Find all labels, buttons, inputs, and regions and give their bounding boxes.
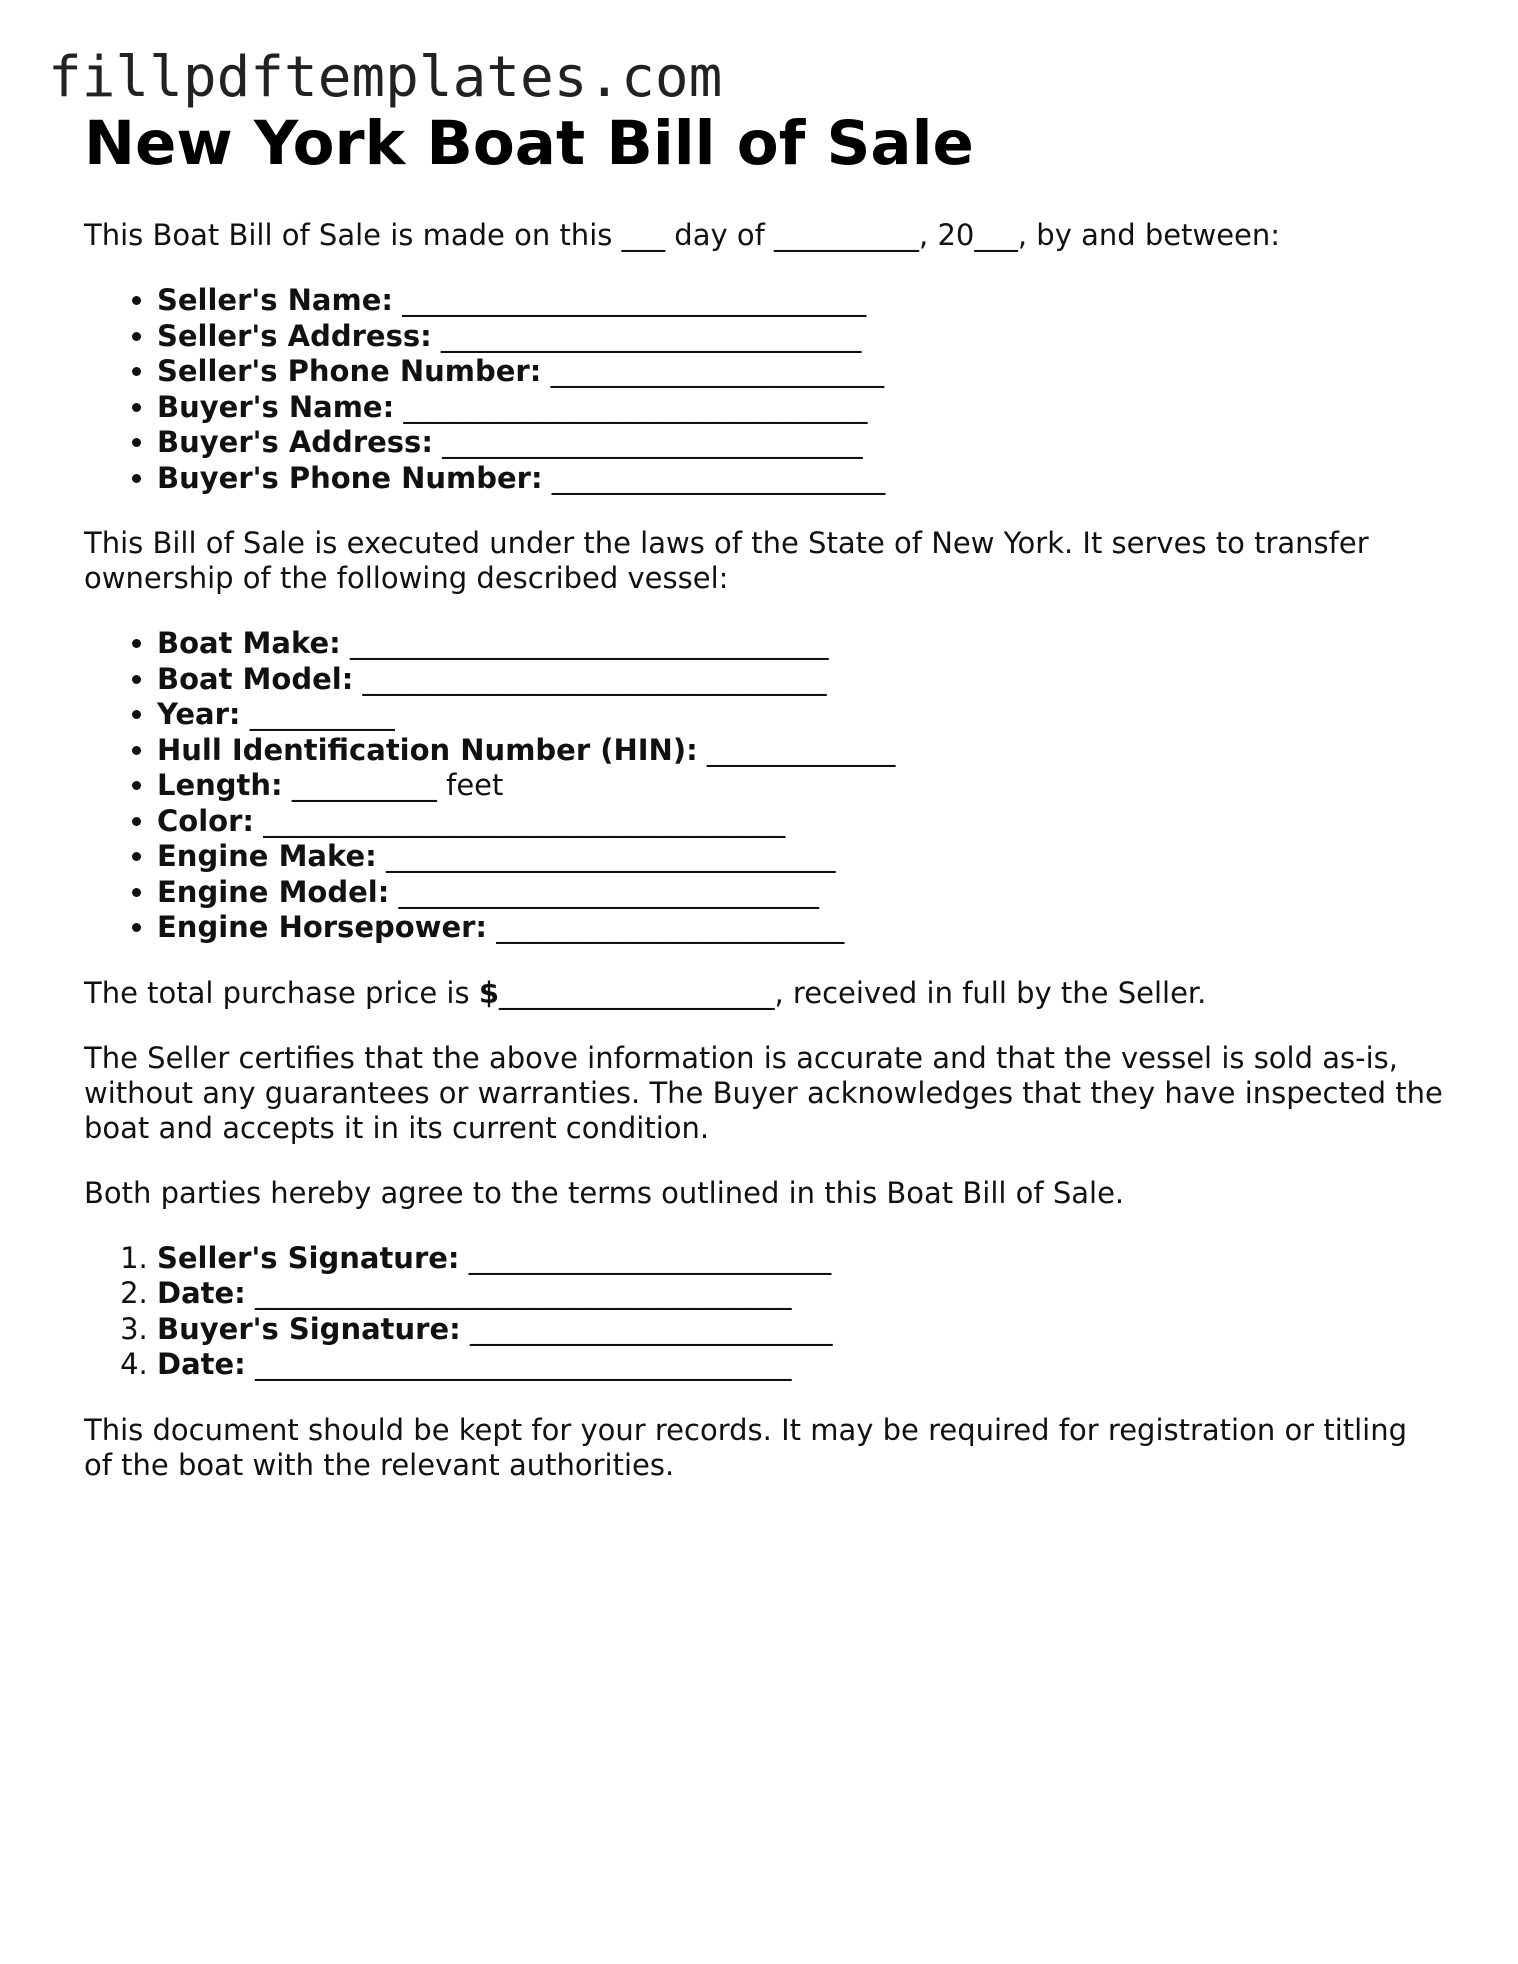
field-label: Seller's Phone Number:	[157, 354, 542, 388]
field-label: Date:	[157, 1276, 246, 1310]
list-item	[157, 354, 1444, 390]
list-item	[157, 390, 1444, 426]
vessel-list	[84, 626, 1444, 946]
field-blank: _____________________________________	[255, 1347, 792, 1381]
list-item	[157, 319, 1444, 355]
price-blank: ___________________	[499, 975, 775, 1010]
field-label: Buyer's Phone Number:	[157, 460, 543, 495]
field-label: Seller's Name:	[157, 283, 393, 317]
field-blank: _____________________________	[398, 874, 820, 909]
field-label: Length:	[157, 768, 283, 802]
price-paragraph	[84, 976, 1444, 1011]
price-text-after: , received in full by the Seller.	[774, 975, 1207, 1010]
field-blank: _____________________________________	[255, 1276, 792, 1310]
agree-paragraph: Both parties hereby agree to the terms outlined in this Boat Bill of Sale.	[84, 1175, 1125, 1210]
document-title: New York Boat Bill of Sale	[84, 108, 974, 179]
list-item	[157, 626, 1444, 662]
field-label: Engine Make:	[157, 839, 377, 873]
field-blank: _______________________	[550, 354, 885, 388]
field-blank: ________________________________	[362, 661, 827, 696]
field-label: Year:	[157, 697, 241, 731]
field-blank: _____________________________	[440, 318, 862, 353]
field-blank: _____________	[706, 732, 896, 767]
list-item	[157, 768, 1444, 804]
list-item	[157, 1276, 1444, 1312]
intro-paragraph: This Boat Bill of Sale is made on this ___ day of __________, 20___, by and between:	[84, 218, 1281, 252]
field-label: Boat Make:	[157, 626, 341, 660]
list-item	[157, 1312, 1444, 1348]
field-blank: _________________________	[468, 1240, 832, 1275]
field-label: Buyer's Signature:	[157, 1311, 461, 1346]
field-blank: ________________________________	[402, 283, 867, 317]
certify-paragraph: The Seller certifies that the above information is accurate and that the vessel is sold as-is, without any guarantees or warranties. The Buyer acknowledges that they have inspected the boat and accepts it in its current condition.	[84, 1040, 1443, 1145]
list-item	[157, 461, 1444, 497]
field-label: Engine Horsepower:	[157, 910, 488, 944]
field-blank: _____________________________	[442, 425, 863, 459]
list-item	[157, 697, 1444, 733]
field-blank: _________________________	[469, 1311, 833, 1346]
parties-list	[84, 283, 1444, 496]
field-blank: __________	[291, 768, 437, 802]
field-label: Buyer's Address:	[157, 425, 433, 459]
list-item	[157, 733, 1444, 769]
law-paragraph: This Bill of Sale is executed under the laws of the State of New York. It serves to transfer ownership of the following described vessel:	[84, 526, 1369, 595]
field-suffix: feet	[436, 768, 504, 802]
field-blank: _________________________________	[349, 626, 829, 660]
field-label: Boat Model:	[157, 661, 354, 696]
document-page	[84, 104, 1444, 1483]
list-item	[157, 1241, 1444, 1277]
field-label: Color:	[157, 803, 254, 838]
field-label: Buyer's Name:	[157, 389, 395, 424]
list-item	[157, 839, 1444, 875]
field-blank: ________________________________	[403, 389, 868, 424]
records-paragraph: This document should be kept for your records. It may be required for registration or titling of the boat with the relevant authorities.	[84, 1412, 1408, 1482]
field-blank: ____________________________________	[263, 803, 786, 838]
list-item	[157, 662, 1444, 698]
list-item	[157, 425, 1444, 461]
signature-list	[84, 1241, 1444, 1383]
field-blank: _______________________	[551, 460, 886, 495]
site-watermark: fillpdftemplates.com	[48, 45, 723, 110]
field-label: Hull Identification Number (HIN):	[157, 732, 698, 767]
field-label: Date:	[157, 1347, 246, 1381]
list-item	[157, 283, 1444, 319]
field-blank: ________________________	[496, 910, 845, 944]
field-label: Seller's Address:	[157, 318, 432, 353]
field-blank: __________	[249, 697, 395, 731]
field-label: Seller's Signature:	[157, 1240, 460, 1275]
list-item	[157, 875, 1444, 911]
list-item	[157, 1347, 1444, 1383]
list-item	[157, 804, 1444, 840]
dollar-sign: $	[478, 975, 499, 1010]
field-blank: _______________________________	[385, 839, 836, 873]
list-item	[157, 910, 1444, 946]
field-label: Engine Model:	[157, 874, 390, 909]
price-text-before: The total purchase price is	[84, 975, 479, 1010]
